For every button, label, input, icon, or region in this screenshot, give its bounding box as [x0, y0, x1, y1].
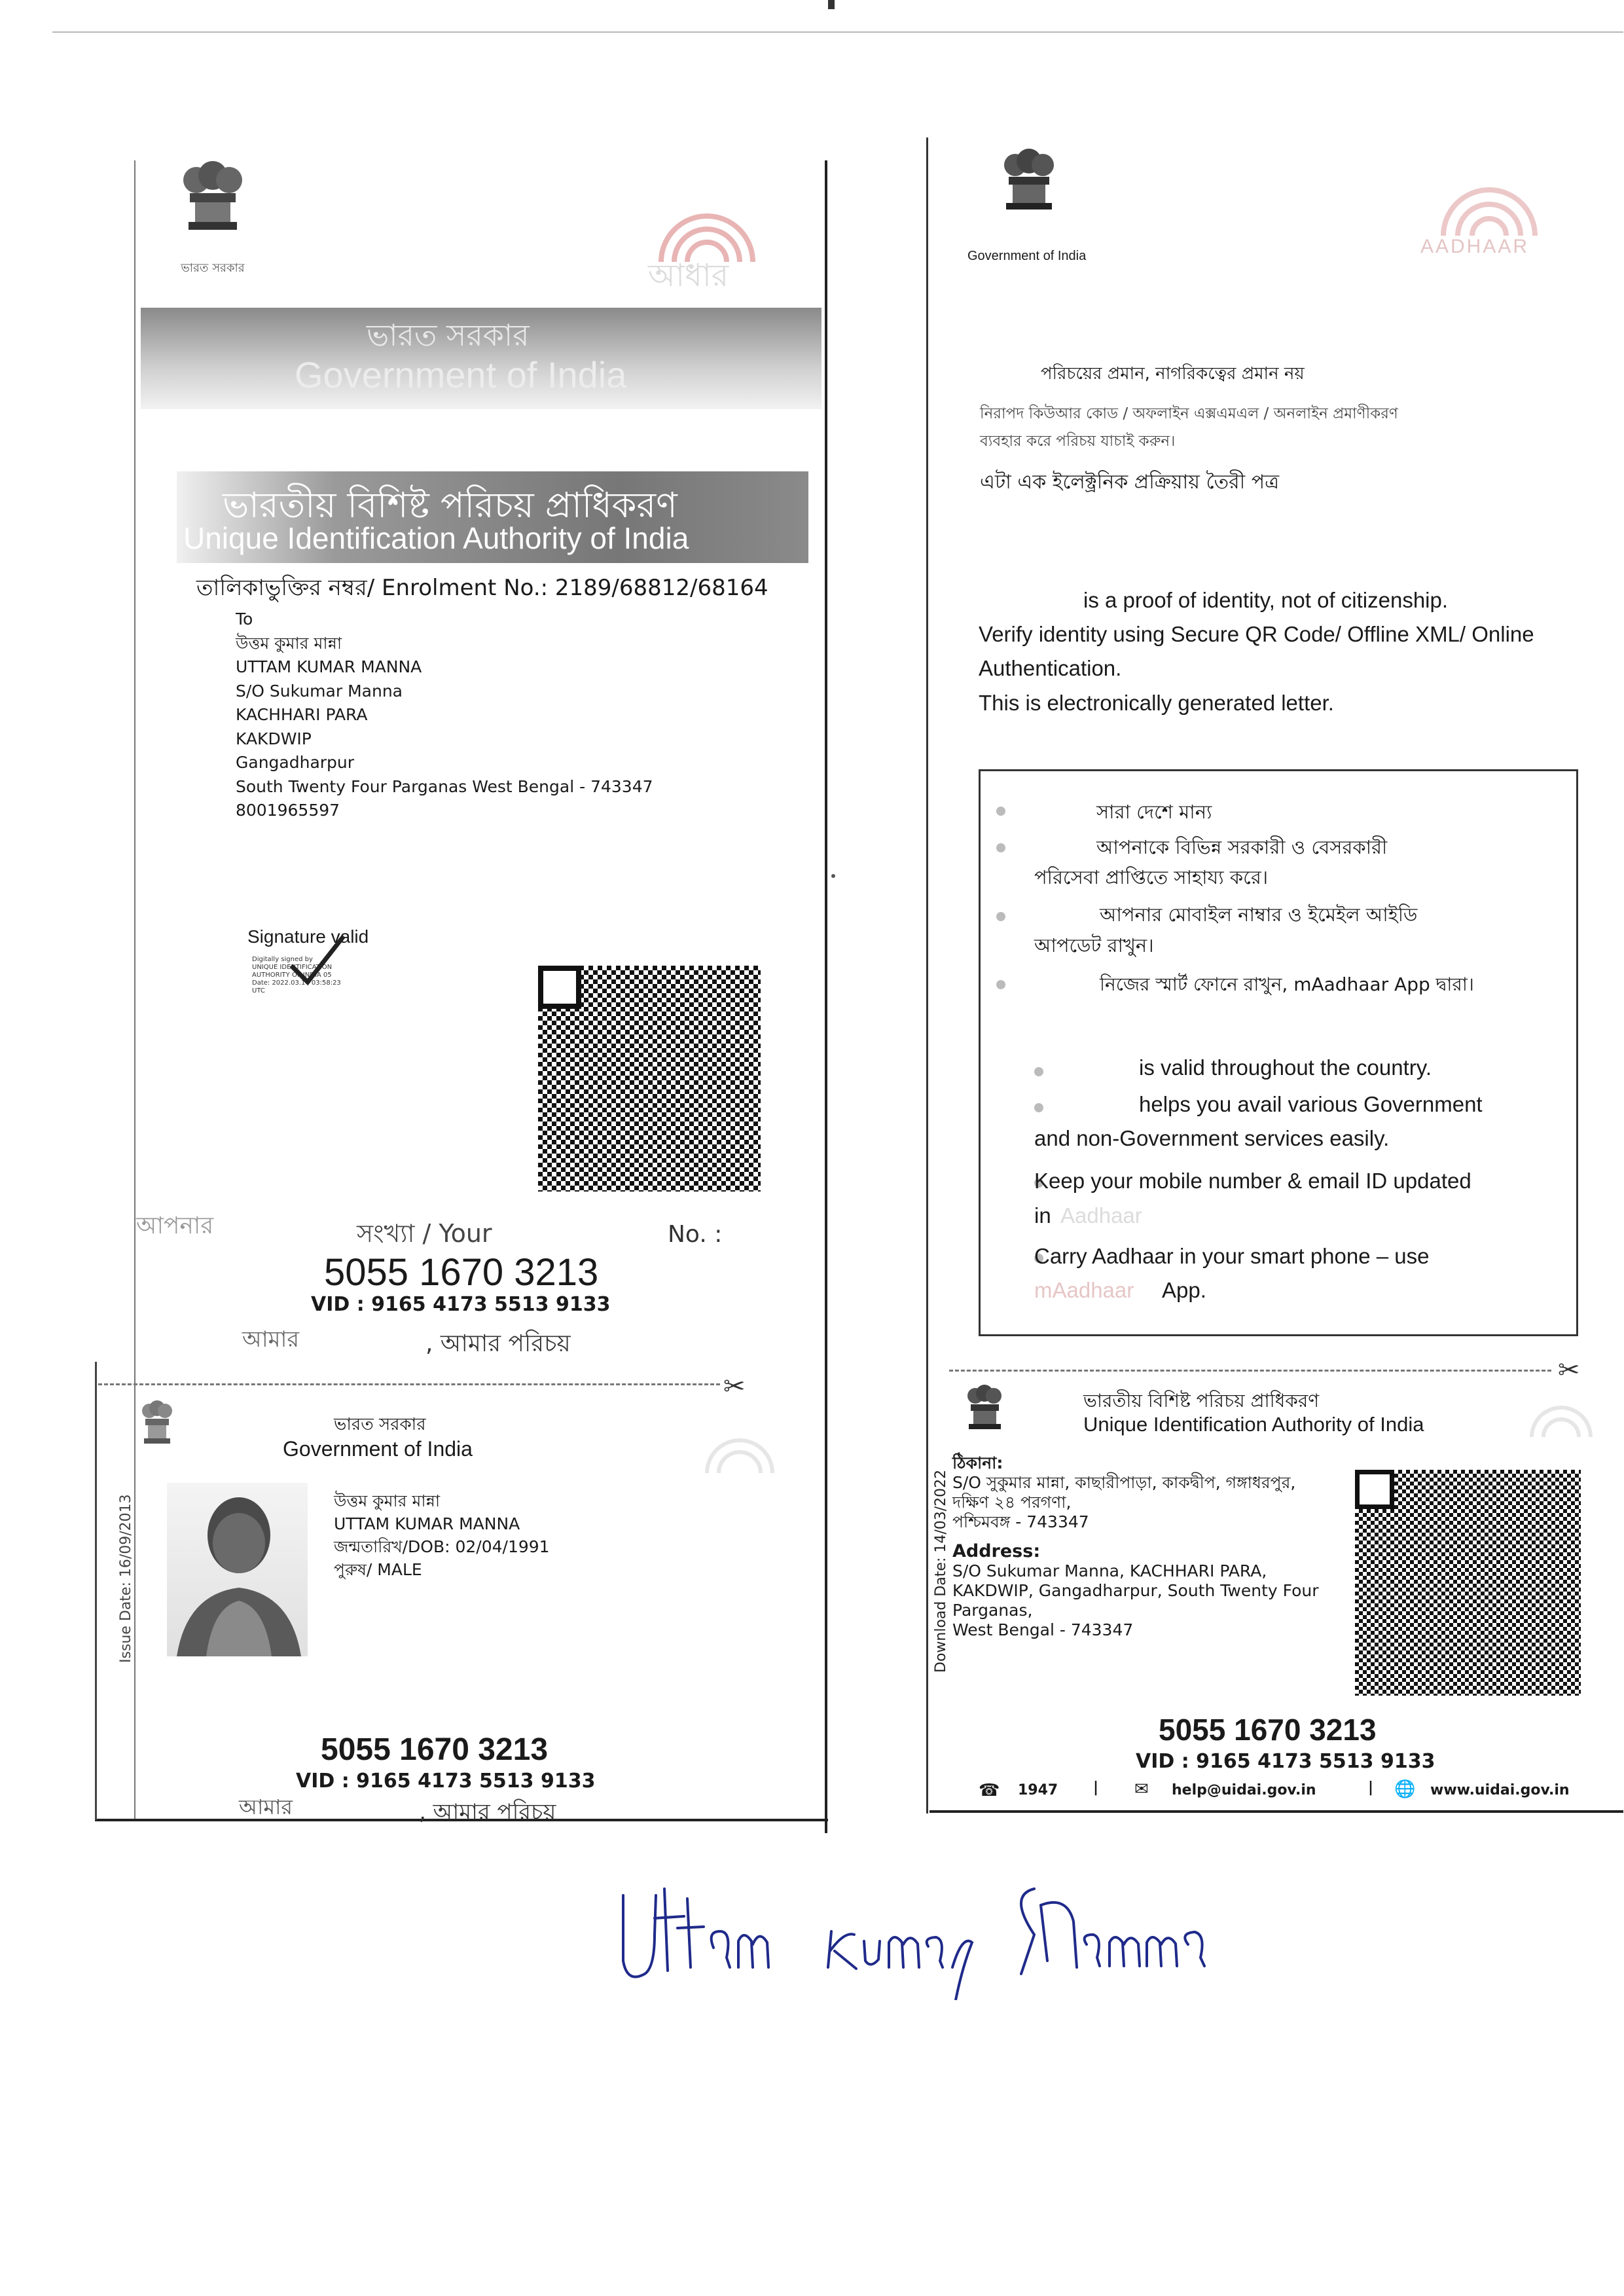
address-bn-label: ঠিকানা: [952, 1453, 1003, 1472]
phone-number: 1947 [1018, 1782, 1058, 1798]
lower-tagline-bn-2: , আমার পরিচয় [419, 1799, 556, 1825]
tagline-bn-2: , আমার পরিচয় [425, 1330, 571, 1357]
box-bn-2a: আপনাকে বিভিন্ন সরকারী ও বেসরকারী [1096, 836, 1388, 858]
address-en-block [952, 1542, 1319, 1640]
box-en-3c: Aadhaar [1060, 1203, 1142, 1228]
lower-tagline-bn-1: আমার [239, 1795, 293, 1819]
address-bn-line: পশ্চিমবঙ্গ - 743347 [952, 1512, 1089, 1531]
address-bn-block [952, 1453, 1295, 1532]
holder-dob: জন্মতারিখ/DOB: 02/04/1991 [334, 1537, 550, 1556]
download-date-vertical: Download Date: 14/03/2022 [933, 1469, 949, 1673]
lower-gov-en: Government of India [283, 1437, 473, 1461]
right-bn-line-2: নিরাপদ কিউআর কোড / অফলাইন এক্সএমএল / অনলাইন প্রমাণীকরণ [980, 405, 1398, 422]
address-bn-line: দক্ষিণ ২৪ পরগণা, [952, 1493, 1072, 1512]
vid-lower: VID : 9165 4173 5513 9133 [296, 1770, 596, 1793]
right-card-border-bottom [929, 1810, 1623, 1813]
address-en-line: West Bengal - 743347 [952, 1620, 1134, 1639]
divider: | [1093, 1779, 1099, 1796]
address-line: KAKDWIP [236, 729, 312, 748]
your-number-end: No. : [668, 1221, 723, 1248]
right-lower-authority-en: Unique Identification Authority of India [1083, 1413, 1424, 1436]
aadhaar-number-right: 5055 1670 3213 [1159, 1713, 1377, 1747]
website-url: www.uidai.gov.in [1430, 1782, 1570, 1798]
address-line: KACHHARI PARA [236, 705, 368, 724]
authority-en: Unique Identification Authority of India [183, 521, 689, 555]
lower-gov-bn: ভারত সরকার [334, 1415, 426, 1434]
right-card-border-left [926, 137, 928, 1813]
bullet-icon [1034, 1067, 1043, 1076]
tagline-bn-1: আমার [242, 1326, 300, 1353]
box-en-4b: App. [1162, 1278, 1206, 1302]
checkmark-icon [288, 930, 347, 989]
right-bn-line-1: পরিচয়ের প্রমান, নাগরিকত্বের প্রমান নয় [1041, 364, 1305, 384]
ashoka-emblem-right-icon [998, 144, 1060, 236]
your-number-bn: আপনার [136, 1212, 214, 1239]
enrolment-number: তালিকাভুক্তির নম্বর/ Enrolment No.: 2189/68812/68164 [196, 575, 768, 601]
ashoka-emblem-right-small-icon [964, 1381, 1006, 1444]
handwritten-signature [615, 1869, 1231, 2000]
right-en-line-1: is a proof of identity, not of citizenship. [1083, 588, 1449, 612]
globe-icon: 🌐 [1394, 1779, 1416, 1799]
scan-dot [828, 0, 835, 9]
address-line: Gangadharpur [236, 753, 355, 772]
box-en-3a: Keep your mobile number & email ID updated [1034, 1169, 1471, 1193]
box-bn-2b: পরিসেবা প্রাপ্তিতে সাহায্য করে। [1034, 866, 1269, 888]
phone-icon: ☎ [979, 1781, 1000, 1800]
email-icon: ✉ [1134, 1779, 1149, 1799]
left-card-border-left [134, 160, 135, 1820]
right-en-line-2: Verify identity using Secure QR Code/ Offline XML/ Online [979, 622, 1534, 646]
bullet-icon [996, 843, 1005, 852]
issue-date-vertical: Issue Date: 16/09/2013 [118, 1494, 134, 1663]
recipient-address [236, 608, 653, 823]
bullet-icon [996, 980, 1005, 989]
bullet-icon [996, 807, 1005, 816]
cut-line-right [949, 1370, 1551, 1372]
your-number-mid: সংখ্যা / Your [357, 1219, 492, 1248]
aadhaar-logo-text: আধার [648, 257, 729, 294]
holder-name-bn: উত্তম কুমার মান্না [334, 1491, 441, 1510]
box-en-2a: helps you avail various Government [1139, 1092, 1483, 1116]
holder-photo [167, 1483, 308, 1656]
aadhaar-fingerprint-logo-right-small-icon [1525, 1388, 1597, 1440]
emblem-caption: ভারত সরকার [181, 261, 245, 275]
scissors-icon: ✂ [723, 1372, 746, 1402]
holder-details [334, 1489, 550, 1581]
right-bn-line-3: ব্যবহার করে পরিচয় যাচাই করুন। [980, 433, 1176, 450]
address-en-line: Parganas, [952, 1601, 1033, 1620]
qr-code-left [538, 966, 761, 1192]
holder-gender: পুরুষ/ MALE [334, 1560, 422, 1579]
right-bn-line-4: এটা এক ইলেক্ট্রনিক প্রক্রিয়ায় তৈরী পত্র [980, 471, 1280, 494]
email-address: help@uidai.gov.in [1172, 1782, 1316, 1798]
left-card-border-right [825, 160, 827, 1833]
box-bn-1: সারা দেশে মান্য [1096, 801, 1212, 823]
address-en-line: S/O Sukumar Manna, KACHHARI PARA, [952, 1561, 1267, 1580]
aadhaar-logo-right-text: AADHAAR [1420, 236, 1530, 257]
sig-detail-line: UTC [252, 987, 265, 994]
bullet-icon [996, 912, 1005, 921]
sig-detail-line: AUTHORITY OF INDIA 05 [252, 972, 332, 979]
sig-detail-line: UNIQUE IDENTIFICATION [252, 964, 333, 971]
cut-line-left [98, 1383, 720, 1385]
banner-gov-en: Government of India [295, 354, 627, 395]
address-line: South Twenty Four Parganas West Bengal - 743347 [236, 776, 653, 796]
right-en-line-4: This is electronically generated letter. [979, 691, 1334, 715]
sig-detail-line: Digitally signed by [252, 956, 313, 963]
qr-code-right [1355, 1470, 1581, 1696]
aadhaar-number-primary: 5055 1670 3213 [324, 1251, 599, 1294]
address-bn-line: S/O সুকুমার মান্না, কাছারীপাড়া, কাকদ্বীপ, গঙ্গাধরপুর, [952, 1473, 1296, 1492]
box-bn-4: নিজের স্মার্ট ফোনে রাখুন, mAadhaar App দ্বারা। [1100, 974, 1474, 995]
address-line: উত্তম কুমার মান্না [236, 633, 342, 653]
ashoka-emblem-icon [177, 157, 249, 255]
box-bn-3a: আপনার মোবাইল নাম্বার ও ইমেইল আইডি [1100, 903, 1418, 926]
box-en-2b: and non-Government services easily. [1034, 1126, 1390, 1150]
vid-primary: VID : 9165 4173 5513 9133 [311, 1293, 611, 1316]
banner-gov-bn: ভারত সরকার [367, 318, 530, 353]
divider: | [1368, 1779, 1374, 1796]
aadhaar-fingerprint-logo-right-icon [1430, 167, 1548, 239]
scan-dot [831, 874, 835, 878]
holder-name-en: UTTAM KUMAR MANNA [334, 1514, 520, 1533]
aadhaar-fingerprint-logo-small-icon [700, 1424, 779, 1476]
address-line: UTTAM KUMAR MANNA [236, 657, 422, 676]
vid-right: VID : 9165 4173 5513 9133 [1136, 1750, 1435, 1773]
ashoka-emblem-small-icon [137, 1398, 177, 1453]
aadhaar-number-lower: 5055 1670 3213 [321, 1732, 549, 1767]
bullet-icon [1034, 1103, 1043, 1112]
right-en-line-3: Authentication. [979, 656, 1122, 680]
address-line: 8001965597 [236, 801, 340, 820]
box-en-3b: in [1034, 1203, 1051, 1228]
address-en-label: Address: [952, 1541, 1041, 1561]
right-emblem-caption: Government of India [967, 249, 1087, 263]
address-line: To [236, 610, 253, 629]
scissors-right-icon: ✂ [1558, 1355, 1580, 1385]
right-lower-authority-bn: ভারতীয় বিশিষ্ট পরিচয় প্রাধিকরণ [1083, 1390, 1320, 1412]
address-en-line: KAKDWIP, Gangadharpur, South Twenty Four [952, 1581, 1319, 1600]
signature-valid-label: Signature valid [247, 926, 369, 947]
box-en-4c: mAadhaar [1034, 1278, 1134, 1302]
top-border-line [52, 31, 1623, 33]
sig-detail-line: Date: 2022.03.14 03:58:23 [252, 979, 341, 987]
box-en-4a: Carry Aadhaar in your smart phone – use [1034, 1244, 1430, 1268]
box-bn-3b: আপডেট রাখুন। [1034, 934, 1154, 957]
box-en-1: is valid throughout the country. [1139, 1055, 1432, 1080]
address-line: S/O Sukumar Manna [236, 681, 403, 701]
authority-bn: ভারতীয় বিশিষ্ট পরিচয় প্রাধিকরণ [223, 484, 677, 526]
contact-bar [979, 1781, 1594, 1804]
left-card-border-left-lower [95, 1362, 97, 1820]
